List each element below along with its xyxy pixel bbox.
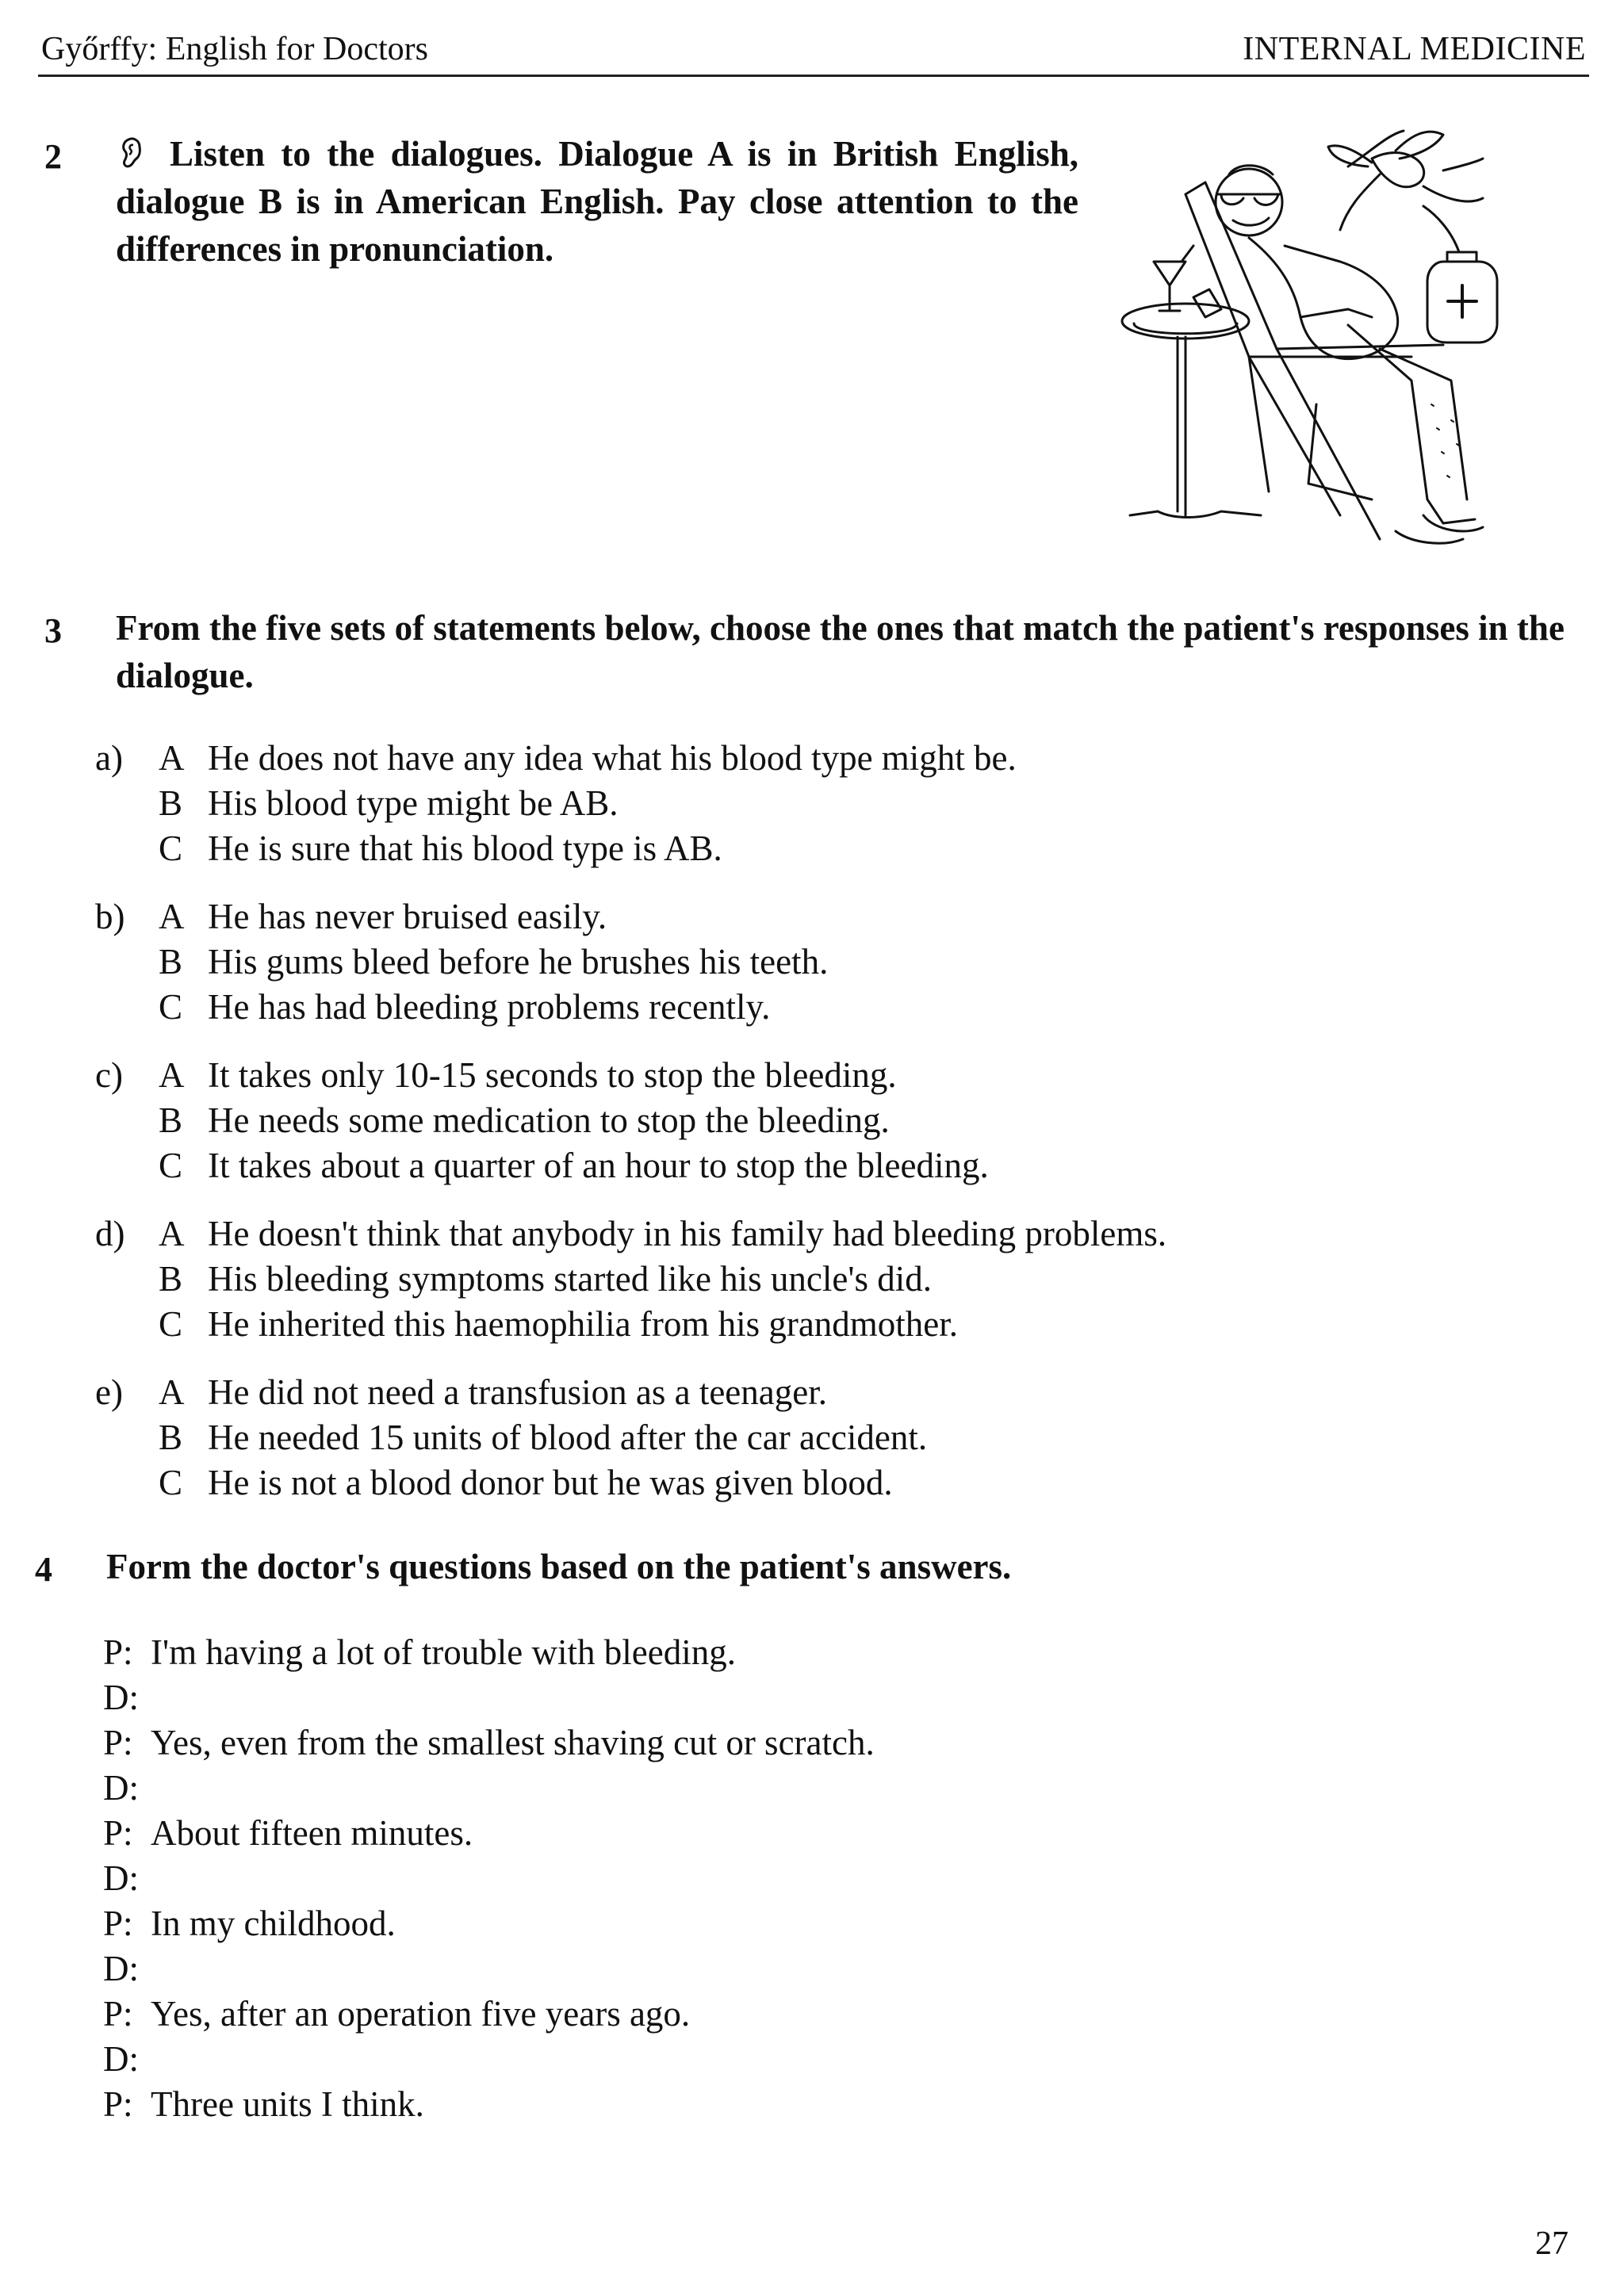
option-text: It takes only 10-15 seconds to stop the bleeding.	[208, 1055, 897, 1095]
question-set-c	[95, 1053, 1522, 1188]
option-letter: B	[159, 1418, 183, 1457]
option-text: He has never bruised easily.	[208, 897, 607, 936]
dialogue-text: About fifteen minutes.	[151, 1813, 473, 1853]
option-row	[95, 1302, 1522, 1347]
exercise-4-instruction: Form the doctor's questions based on the patient's answers.	[106, 1547, 1012, 1586]
exercise-3-number: 3	[44, 611, 62, 650]
speaker-label: P:	[103, 1723, 133, 1762]
option-letter: B	[159, 942, 183, 982]
exercise-3-instruction: From the five sets of statements below, choose the ones that match the patient's responses in the dialogue.	[116, 608, 1565, 695]
speaker-label: P:	[103, 1813, 133, 1853]
question-label: c)	[95, 1055, 123, 1095]
speaker-label: D:	[103, 1949, 139, 1988]
option-letter: B	[159, 783, 183, 823]
option-text: He did not need a transfusion as a teenager.	[208, 1372, 827, 1412]
option-row	[95, 1098, 1522, 1143]
option-row	[95, 736, 1522, 781]
speaker-label: P:	[103, 1994, 133, 2034]
speaker-label: P:	[103, 1904, 133, 1943]
option-letter: A	[159, 897, 185, 936]
question-label: b)	[95, 897, 125, 936]
option-letter: A	[159, 1214, 185, 1253]
speaker-label: D:	[103, 1858, 139, 1898]
header-rule	[38, 75, 1589, 77]
question-set-a	[95, 736, 1522, 871]
option-letter: C	[159, 1304, 183, 1344]
option-row	[95, 1257, 1522, 1302]
question-label: a)	[95, 738, 123, 778]
option-letter: C	[159, 1463, 183, 1502]
option-row	[95, 985, 1522, 1030]
option-text: He has had bleeding problems recently.	[208, 987, 771, 1027]
question-set-e	[95, 1370, 1522, 1506]
option-letter: B	[159, 1259, 183, 1299]
option-letter: A	[159, 1372, 185, 1412]
option-text: He needed 15 units of blood after the car accident.	[208, 1418, 928, 1457]
page-number: 27	[1535, 2225, 1568, 2262]
option-row	[95, 1053, 1522, 1098]
speaker-label: D:	[103, 1678, 139, 1717]
exercise-2-text: Listen to the dialogues. Dialogue A is in British English, dialogue B is in American English. Pay close attention to the differences in pronunciation.	[116, 134, 1078, 269]
dialogue-text: Three units I think.	[151, 2084, 424, 2124]
option-letter: C	[159, 987, 183, 1027]
option-letter: C	[159, 828, 183, 868]
option-text: His bleeding symptoms started like his uncle's did.	[208, 1259, 933, 1299]
option-letter: A	[159, 738, 185, 778]
option-text: It takes about a quarter of an hour to stop the bleeding.	[208, 1146, 989, 1185]
question-set-d	[95, 1211, 1522, 1347]
option-row	[95, 1211, 1522, 1257]
exercise-4-number: 4	[35, 1550, 52, 1589]
option-letter: A	[159, 1055, 185, 1095]
option-row	[95, 1460, 1522, 1506]
header-section-title: INTERNAL MEDICINE	[1243, 31, 1586, 67]
option-text: He doesn't think that anybody in his family had bleeding problems.	[208, 1214, 1167, 1253]
option-text: He inherited this haemophilia from his grandmother.	[208, 1304, 959, 1344]
question-set-b	[95, 894, 1522, 1030]
option-row	[95, 1370, 1522, 1415]
option-text: He needs some medication to stop the bleeding.	[208, 1100, 890, 1140]
speaker-label: P:	[103, 2084, 133, 2124]
option-letter: B	[159, 1100, 183, 1140]
speaker-label: D:	[103, 2039, 139, 2079]
question-label: e)	[95, 1372, 123, 1412]
dialogue-text: Yes, after an operation five years ago.	[151, 1994, 691, 2034]
option-text: His gums bleed before he brushes his teeth.	[208, 942, 829, 982]
option-text: He is not a blood donor but he was given blood.	[208, 1463, 893, 1502]
header-book-title: Győrffy: English for Doctors	[41, 31, 428, 67]
exercise-2-instruction	[116, 130, 1078, 273]
dialogue-text: Yes, even from the smallest shaving cut or scratch.	[151, 1723, 875, 1762]
mosquito-icon	[1328, 131, 1443, 230]
option-letter: C	[159, 1146, 183, 1185]
option-row	[95, 781, 1522, 826]
option-text: His blood type might be AB.	[208, 783, 619, 823]
ear-icon	[116, 136, 151, 170]
question-label: d)	[95, 1214, 125, 1253]
option-text: He does not have any idea what his blood type might be.	[208, 738, 1017, 778]
option-text: He is sure that his blood type is AB.	[208, 828, 722, 868]
option-row	[95, 826, 1522, 871]
option-row	[95, 1143, 1522, 1188]
exercise-2-number: 2	[44, 137, 62, 176]
option-row	[95, 1415, 1522, 1460]
page-header	[41, 30, 1586, 78]
option-row	[95, 894, 1522, 939]
option-row	[95, 939, 1522, 985]
speaker-label: P:	[103, 1632, 133, 1672]
speaker-label: D:	[103, 1768, 139, 1808]
patient-deckchair-illustration	[1110, 119, 1522, 563]
dialogue-text: In my childhood.	[151, 1904, 396, 1943]
dialogue-text: I'm having a lot of trouble with bleeding.	[151, 1632, 736, 1672]
